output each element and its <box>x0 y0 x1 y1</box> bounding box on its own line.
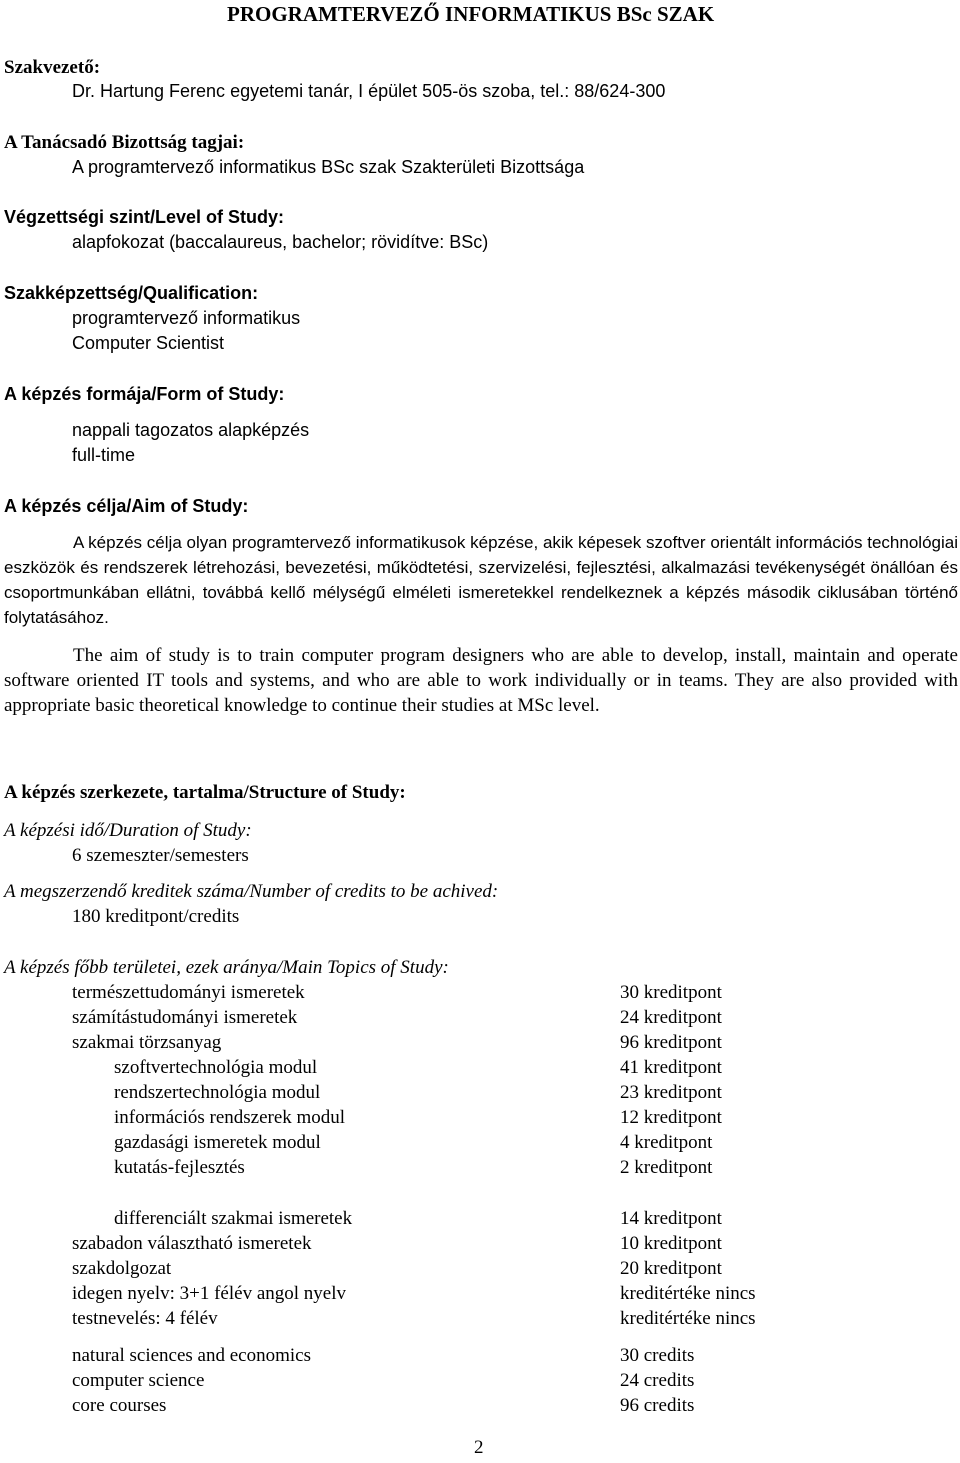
level-value: alapfokozat (baccalaureus, bachelor; rövidítve: BSc) <box>72 232 489 252</box>
advisory-label: A Tanácsadó Bizottság tagjai: <box>4 132 245 153</box>
topic-value: 24 credits <box>620 1370 695 1391</box>
topic-name: szabadon választható ismeretek <box>72 1233 312 1254</box>
topic-name: természettudományi ismeretek <box>72 982 305 1003</box>
aim-hu-text: A képzés célja olyan programtervező informatikusok képzése, akik képesek szoftver orientált információs technológiai eszközök és rendszerek létrehozási, bevezetési, működtetési, szervizelési, fejlesztési, alkalmazási tevékenységét önállóan és csoportmunkában ellátni, továbbá kellő mélységű elméleti ismeretekkel rendelkeznek a képzés második ciklusában történő folytatásához. <box>4 533 958 627</box>
form-label: A képzés formája/Form of Study: <box>4 384 285 404</box>
page-number: 2 <box>474 1437 484 1458</box>
aim-hu-paragraph <box>4 530 958 630</box>
topic-name: idegen nyelv: 3+1 félév angol nyelv <box>72 1283 346 1304</box>
form-line1: nappali tagozatos alapképzés <box>72 420 310 440</box>
topic-value: 30 credits <box>620 1345 695 1366</box>
topic-name: rendszertechnológia modul <box>114 1082 321 1103</box>
duration-value: 6 szemeszter/semesters <box>72 845 249 866</box>
form-line2: full-time <box>72 445 136 465</box>
topic-value: kreditértéke nincs <box>620 1283 756 1304</box>
qualification-label: Szakképzettség/Qualification: <box>4 283 259 303</box>
advisory-value: A programtervező informatikus BSc szak Szakterületi Bizottsága <box>72 157 585 177</box>
level-label: Végzettségi szint/Level of Study: <box>4 207 285 227</box>
topic-name: szakmai törzsanyag <box>72 1032 222 1053</box>
topic-name: szoftvertechnológia modul <box>114 1057 318 1078</box>
topic-name: testnevelés: 4 félév <box>72 1308 218 1329</box>
duration-label: A képzési idő/Duration of Study: <box>4 820 252 841</box>
topic-value: 10 kreditpont <box>620 1233 722 1254</box>
topic-value: 96 kreditpont <box>620 1032 722 1053</box>
topics-label: A képzés főbb területei, ezek aránya/Main Topics of Study: <box>4 957 449 978</box>
topic-value: kreditértéke nincs <box>620 1308 756 1329</box>
topic-value: 2 kreditpont <box>620 1157 713 1178</box>
topic-value: 12 kreditpont <box>620 1107 722 1128</box>
qualification-line1: programtervező informatikus <box>72 308 301 328</box>
topic-name: computer science <box>72 1370 205 1391</box>
topic-value: 4 kreditpont <box>620 1132 713 1153</box>
topic-name: számítástudományi ismeretek <box>72 1007 298 1028</box>
topic-value: 14 kreditpont <box>620 1208 722 1229</box>
leader-label: Szakvezető: <box>4 57 101 78</box>
topic-name: szakdolgozat <box>72 1258 172 1279</box>
aim-en-paragraph <box>4 643 958 718</box>
credits-label: A megszerzendő kreditek száma/Number of credits to be achived: <box>4 881 499 902</box>
topic-name: core courses <box>72 1395 167 1416</box>
qualification-line2: Computer Scientist <box>72 333 225 353</box>
credits-value: 180 kreditpont/credits <box>72 906 240 927</box>
topic-value: 96 credits <box>620 1395 695 1416</box>
aim-en-text: The aim of study is to train computer program designers who are able to develop, install, maintain and operate software oriented IT tools and systems, and who are able to work individually or in teams. They are also provided with appropriate basic theoretical knowledge to continue their studies at MSc level. <box>4 645 958 716</box>
topic-name: natural sciences and economics <box>72 1345 311 1366</box>
topic-name: differenciált szakmai ismeretek <box>114 1208 353 1229</box>
topic-value: 23 kreditpont <box>620 1082 722 1103</box>
topic-value: 41 kreditpont <box>620 1057 722 1078</box>
topic-name: kutatás-fejlesztés <box>114 1157 245 1178</box>
structure-label: A képzés szerkezete, tartalma/Structure of Study: <box>4 782 406 803</box>
topic-value: 20 kreditpont <box>620 1258 722 1279</box>
topic-name: gazdasági ismeretek modul <box>114 1132 321 1153</box>
topic-value: 30 kreditpont <box>620 982 722 1003</box>
topic-name: információs rendszerek modul <box>114 1107 346 1128</box>
aim-label: A képzés célja/Aim of Study: <box>4 496 249 516</box>
leader-value: Dr. Hartung Ferenc egyetemi tanár, I épület 505-ös szoba, tel.: 88/624-300 <box>72 81 666 101</box>
topic-value: 24 kreditpont <box>620 1007 722 1028</box>
page-title: PROGRAMTERVEZŐ INFORMATIKUS BSc SZAK <box>227 2 715 26</box>
